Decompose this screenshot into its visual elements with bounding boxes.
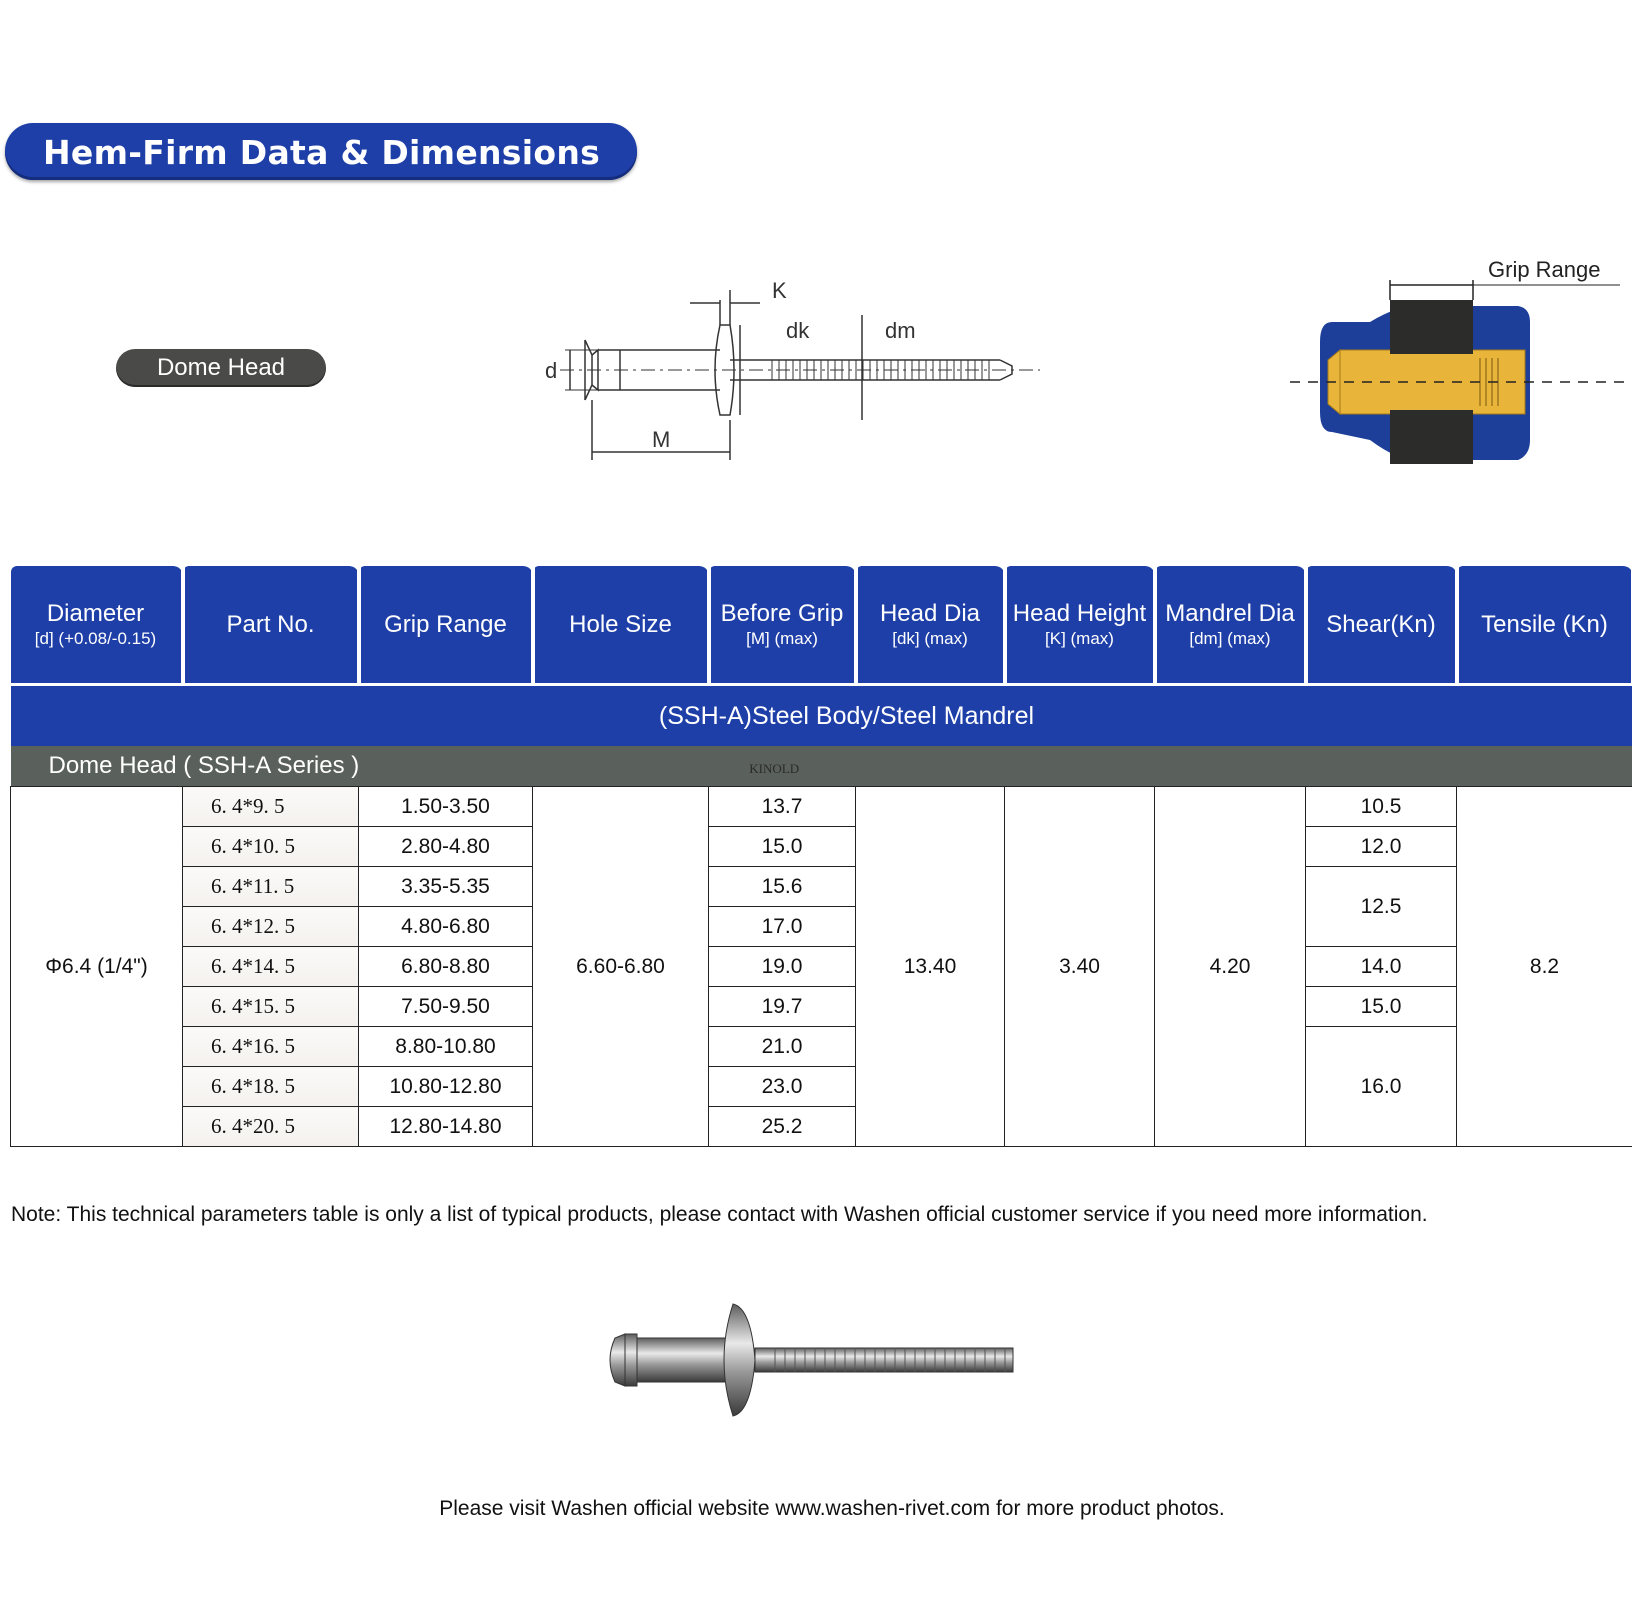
cell-grip-range: 1.50-3.50	[359, 787, 533, 827]
head-type-badge-label: Dome Head	[156, 354, 286, 381]
table-row	[11, 987, 1632, 1027]
col-header-head-dia: Head Dia [dk] (max)	[856, 566, 1005, 685]
cell-grip-range: 2.80-4.80	[359, 827, 533, 867]
rivet-product-photo	[605, 1300, 1035, 1420]
cell-tensile: 8.2	[1457, 787, 1632, 1147]
label-dm: dm	[885, 318, 916, 343]
cell-before-grip: 15.0	[709, 827, 856, 867]
specification-table	[10, 566, 1632, 1147]
cell-shear: 12.0	[1306, 827, 1457, 867]
cell-shear: 10.5	[1306, 787, 1457, 827]
installed-rivet-section	[1290, 250, 1630, 480]
cell-grip-range: 12.80-14.80	[359, 1107, 533, 1147]
cell-head-dia: 13.40	[856, 787, 1005, 1147]
cell-diameter: Φ6.4 (1/4")	[11, 787, 183, 1147]
label-d: d	[545, 358, 558, 383]
col-header-part-no: Part No.	[183, 566, 359, 685]
cell-shear: 15.0	[1306, 987, 1457, 1027]
col-header-hole-size: Hole Size	[533, 566, 709, 685]
footer-website-note: Please visit Washen official website www.washen-rivet.com for more product photos.	[439, 1497, 1225, 1520]
cell-part-no: 6. 4*11. 5	[183, 867, 359, 907]
grip-range-label: Grip Range	[1488, 257, 1601, 282]
table-row	[11, 867, 1632, 907]
cell-grip-range: 7.50-9.50	[359, 987, 533, 1027]
col-header-shear: Shear(Kn)	[1306, 566, 1457, 685]
cell-grip-range: 3.35-5.35	[359, 867, 533, 907]
cell-before-grip: 17.0	[709, 907, 856, 947]
cell-before-grip: 19.0	[709, 947, 856, 987]
col-header-head-height: Head Height [K] (max)	[1005, 566, 1155, 685]
cell-before-grip: 21.0	[709, 1027, 856, 1067]
cell-part-no: 6. 4*15. 5	[183, 987, 359, 1027]
cell-before-grip: 13.7	[709, 787, 856, 827]
cell-part-no: 6. 4*9. 5	[183, 787, 359, 827]
rivet-dimension-diagram	[540, 270, 1040, 470]
page-title-bar	[5, 123, 637, 180]
cell-part-no: 6. 4*16. 5	[183, 1027, 359, 1067]
cell-part-no: 6. 4*20. 5	[183, 1107, 359, 1147]
cell-grip-range: 10.80-12.80	[359, 1067, 533, 1107]
material-band-row	[11, 685, 1632, 747]
watermark-text: KINOLD	[749, 761, 800, 776]
cell-hole-size: 6.60-6.80	[533, 787, 709, 1147]
col-header-tensile: Tensile (Kn)	[1457, 566, 1632, 685]
table-row	[11, 1027, 1632, 1067]
cell-part-no: 6. 4*14. 5	[183, 947, 359, 987]
technical-note: Note: This technical parameters table is only a list of typical products, please contact with Washen official customer service if you need more information.	[11, 1203, 1428, 1226]
material-band: (SSH-A)Steel Body/Steel Mandrel	[11, 685, 1632, 747]
cell-head-height: 3.40	[1005, 787, 1155, 1147]
table-header-row	[11, 566, 1632, 685]
cell-before-grip: 25.2	[709, 1107, 856, 1147]
table-row	[11, 947, 1632, 987]
cell-grip-range: 4.80-6.80	[359, 907, 533, 947]
cell-shear: 14.0	[1306, 947, 1457, 987]
cell-grip-range: 6.80-8.80	[359, 947, 533, 987]
head-type-badge	[116, 349, 326, 387]
page-title: Hem-Firm Data & Dimensions	[43, 133, 601, 172]
series-row	[11, 746, 1632, 787]
label-k: K	[772, 278, 787, 303]
label-m: M	[652, 427, 671, 452]
cell-part-no: 6. 4*12. 5	[183, 907, 359, 947]
col-header-before-grip: Before Grip [M] (max)	[709, 566, 856, 685]
table-row	[11, 827, 1632, 867]
col-header-mandrel-dia: Mandrel Dia [dm] (max)	[1155, 566, 1306, 685]
table-row	[11, 787, 1632, 827]
cell-before-grip: 23.0	[709, 1067, 856, 1107]
label-dk: dk	[786, 318, 810, 343]
cell-shear: 12.5	[1306, 867, 1457, 947]
series-label: Dome Head ( SSH-A Series ) KINOLD	[11, 746, 1632, 787]
cell-before-grip: 15.6	[709, 867, 856, 907]
cell-grip-range: 8.80-10.80	[359, 1027, 533, 1067]
cell-mandrel-dia: 4.20	[1155, 787, 1306, 1147]
cell-part-no: 6. 4*10. 5	[183, 827, 359, 867]
cell-before-grip: 19.7	[709, 987, 856, 1027]
cell-part-no: 6. 4*18. 5	[183, 1067, 359, 1107]
col-header-diameter: Diameter [d] (+0.08/-0.15)	[11, 566, 183, 685]
col-header-grip-range: Grip Range	[359, 566, 533, 685]
cell-shear: 16.0	[1306, 1027, 1457, 1147]
